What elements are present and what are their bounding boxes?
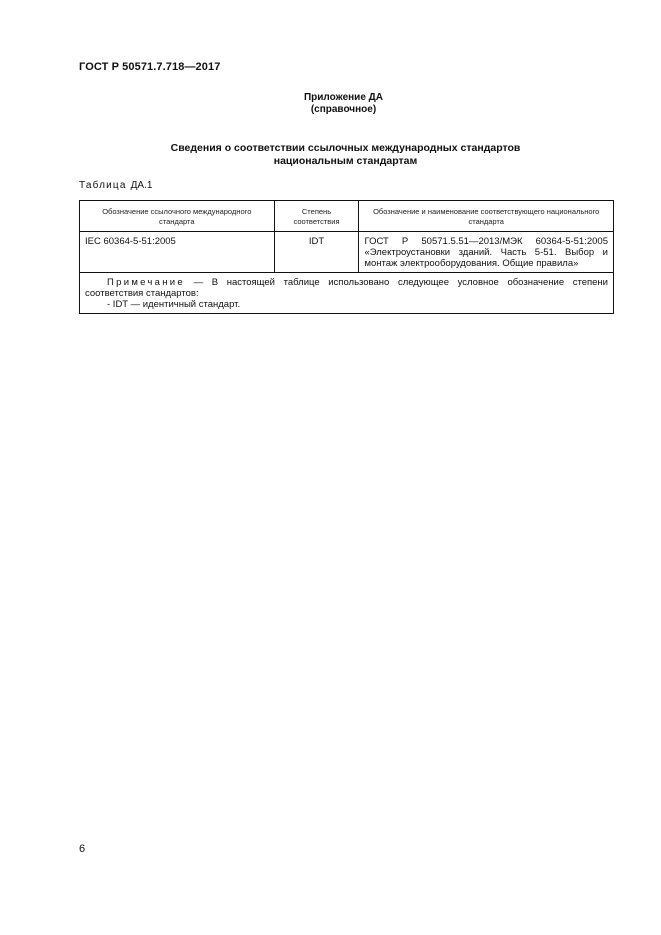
note-list-item: - IDT — идентичный стандарт. (107, 299, 241, 310)
table-row (80, 232, 614, 273)
appendix-title-block (0, 92, 661, 116)
appendix-subtitle: (справочное) (310, 104, 377, 115)
section-heading (0, 142, 661, 168)
page-number: 6 (79, 843, 86, 855)
document-code: ГОСТ Р 50571.7.718—2017 (79, 61, 221, 73)
column-header-intl-standard: Обозначение ссылочного международного стандарта (80, 201, 275, 232)
cell-degree: IDT (274, 232, 359, 273)
appendix-title: Приложение ДА (303, 92, 384, 103)
note-body: В настоящей таблице использовано следующее условное обозначение степени соответствия стандартов: (85, 277, 608, 299)
table-caption-number: ДА.1 (130, 180, 153, 191)
column-header-national-standard: Обозначение и наименование соответствующего национального стандарта (359, 201, 614, 232)
cell-national-standard: ГОСТ Р 50571.5.51—2013/МЭК 60364-5-51:2005 «Электроустановки зданий. Часть 5-51. Выбор и монтаж электрооборудования. Общие правила» (359, 232, 614, 273)
table-note (80, 273, 614, 314)
note-text (85, 277, 608, 299)
note-dash: — (185, 277, 212, 288)
table-header-row (80, 201, 614, 232)
table-caption (79, 180, 152, 191)
heading-line-2: национальным стандартам (273, 155, 418, 167)
column-header-degree: Степень соответствия (274, 201, 359, 232)
heading-line-1: Сведения о соответствии ссылочных международных стандартов (170, 142, 521, 154)
table-note-row (80, 273, 614, 314)
cell-intl-standard: IEC 60364-5-51:2005 (80, 232, 275, 273)
note-label: Примечание (107, 277, 185, 288)
table-caption-label: Таблица (79, 180, 127, 191)
standards-table (79, 200, 614, 314)
